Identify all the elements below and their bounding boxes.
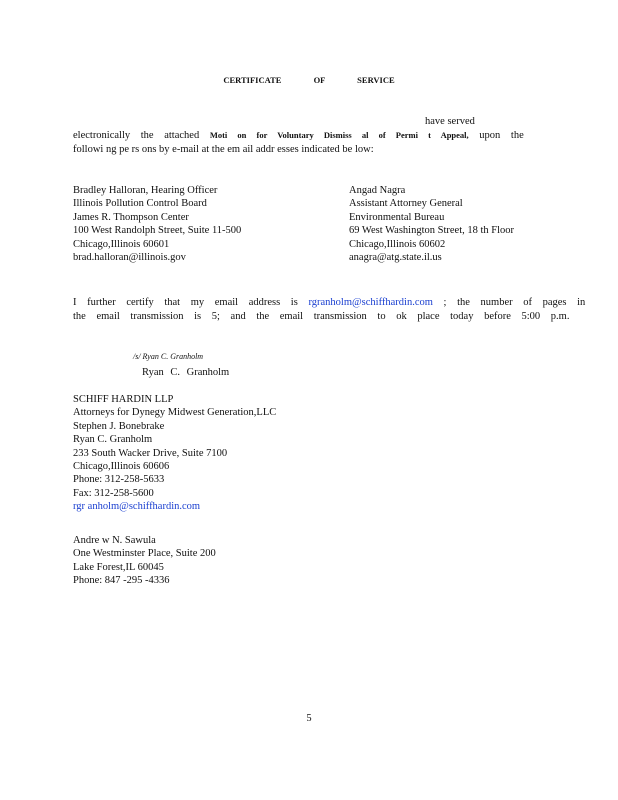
certify-text-2: ; the number of pages in xyxy=(443,297,586,308)
firm-line: Fax: 312-258-5600 xyxy=(73,487,154,499)
recipient-line: Bradley Halloran, Hearing Officer xyxy=(73,185,218,196)
recipient-line: Environmental Bureau xyxy=(349,211,445,223)
firm-line: Chicago,Illinois 60606 xyxy=(73,461,170,473)
contact-line: One Westminster Place, Suite 200 xyxy=(73,548,216,560)
signature-script: /s/ Ryan C. Granholm xyxy=(133,352,204,361)
certify-line-1 xyxy=(73,296,585,310)
intro-line-1-end: upon the xyxy=(479,130,524,141)
intro-line-2: followi ng pe rs ons by e-mail at the em ail addr esses indicated be low: xyxy=(73,144,374,155)
recipient-nagra xyxy=(349,184,514,264)
firm-line: Phone: 312-258-5633 xyxy=(73,474,165,486)
recipient-line: 100 West Randolph Street, Suite 11-500 xyxy=(73,225,242,237)
certify-line-2: the email transmission is 5; and the email transmission to ok place today before 5:00 p.m. xyxy=(73,311,570,322)
recipient-line: Assistant Attorney General xyxy=(349,198,463,210)
recipient-line: Chicago,Illinois 60602 xyxy=(349,238,446,250)
intro-line-0: have served xyxy=(425,116,475,127)
recipient-line: Chicago,Illinois 60601 xyxy=(73,238,170,250)
contact-line: Phone: 847 -295 -4336 xyxy=(73,575,170,587)
second-contact-block xyxy=(73,534,216,588)
motion-title: Moti on for Voluntary Dismiss al of Permi t Appeal, xyxy=(209,130,469,140)
certify-email-link[interactable]: rgranholm@schiffhardin.com xyxy=(308,297,433,308)
firm-line: 233 South Wacker Drive, Suite 7100 xyxy=(73,447,228,459)
recipient-line: James R. Thompson Center xyxy=(73,211,189,223)
intro-line-1-start: electronically the attached xyxy=(73,130,200,141)
contact-line: Lake Forest,IL 60045 xyxy=(73,561,164,573)
firm-email-link[interactable]: rgr anholm@schiffhardin.com xyxy=(73,501,201,513)
firm-line: Ryan C. Granholm xyxy=(73,434,153,446)
recipient-email: anagra@atg.state.il.us xyxy=(349,252,442,264)
recipient-line: Angad Nagra xyxy=(349,185,406,196)
document-title: CERTIFICATE OF SERVICE xyxy=(223,75,395,85)
page-number: 5 xyxy=(306,713,312,724)
contact-line: Andre w N. Sawula xyxy=(73,535,156,546)
recipient-line: Illinois Pollution Control Board xyxy=(73,198,207,210)
firm-line: Attorneys for Dynegy Midwest Generation,LLC xyxy=(73,407,277,419)
firm-line: SCHIFF HARDIN LLP xyxy=(73,394,174,405)
intro-line-1 xyxy=(73,129,524,143)
firm-line: Stephen J. Bonebrake xyxy=(73,420,165,432)
recipient-halloran xyxy=(73,184,241,264)
signature-name: Ryan C. Granholm xyxy=(142,367,230,378)
certify-text: I further certify that my email address is xyxy=(73,297,298,308)
recipient-line: 69 West Washington Street, 18 th Floor xyxy=(349,225,515,237)
firm-block xyxy=(73,393,276,514)
recipient-email: brad.halloran@illinois.gov xyxy=(73,252,186,264)
